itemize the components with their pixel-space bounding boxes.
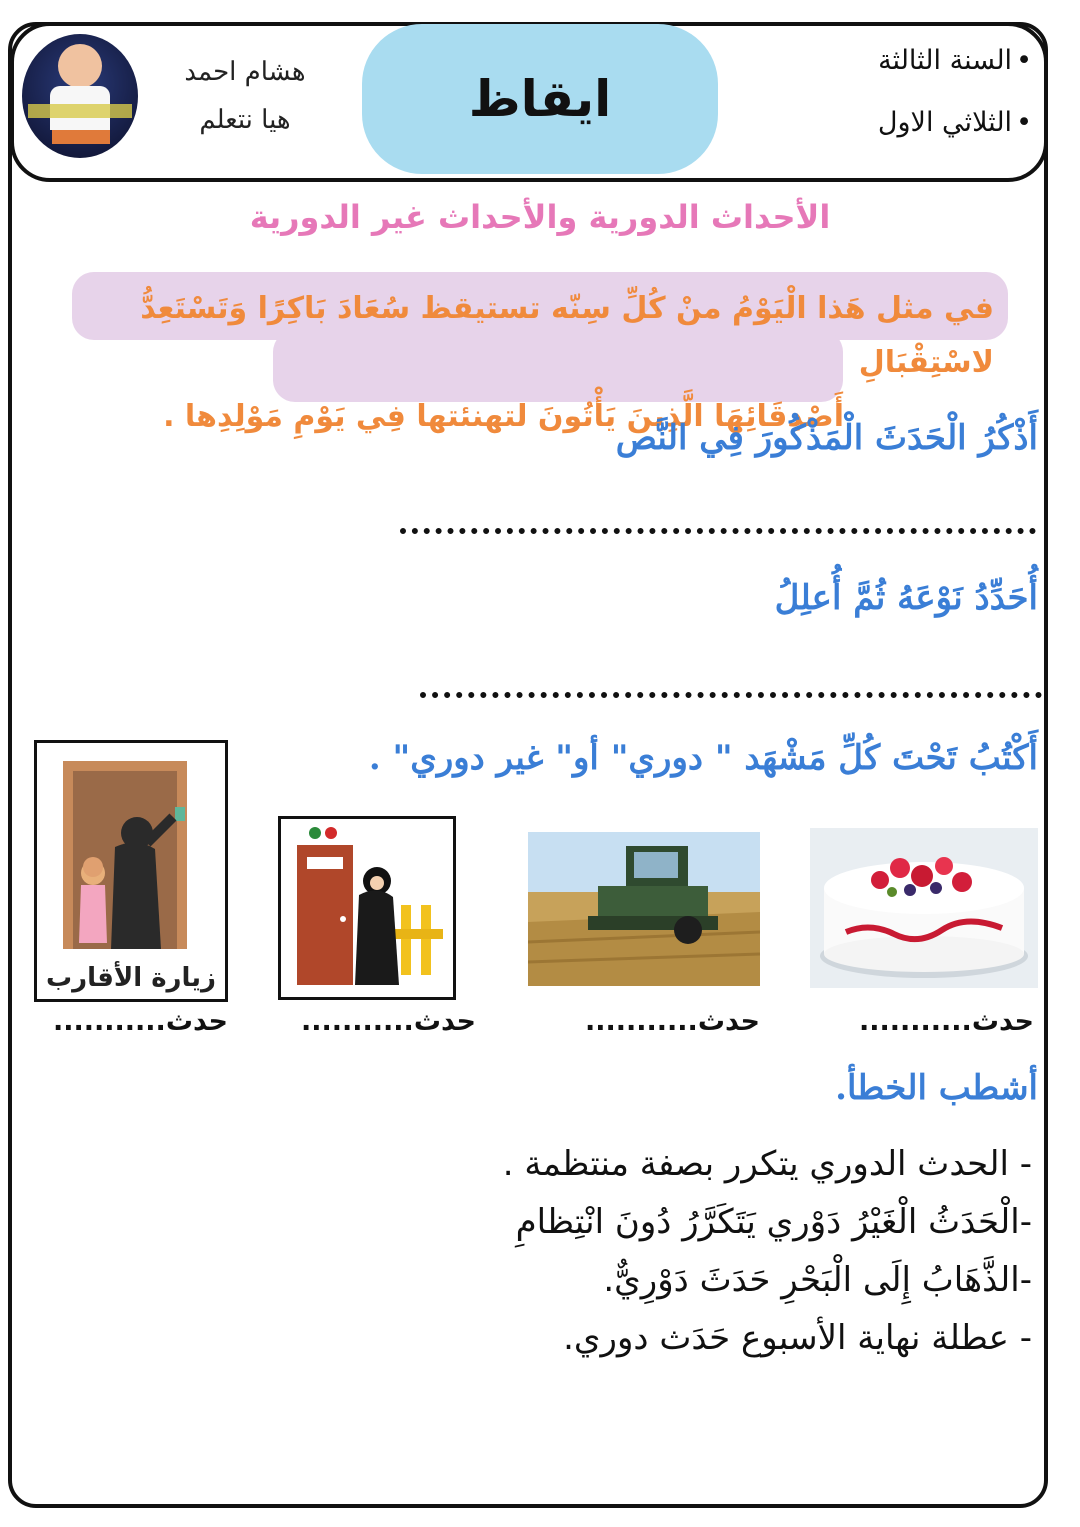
- author-name: هشام احمد: [184, 57, 306, 87]
- scene-waiting-room: [278, 816, 456, 1000]
- scene-4-caption: زيارة الأقارب: [45, 963, 216, 993]
- grade-info: [878, 30, 1032, 154]
- scene-3-answer[interactable]: [301, 1006, 476, 1037]
- question-2: أُحَدِّدُ نَوْعَهُ ثُمَّ أُعلِلُ: [774, 578, 1038, 618]
- scene-harvester: [528, 832, 760, 986]
- visiting-relatives-icon: [37, 743, 225, 953]
- author-signature: [150, 48, 340, 144]
- scene-1-label: حدث: [971, 1006, 1034, 1037]
- grade-year: • السنة الثالثة: [878, 45, 1032, 76]
- logo-books: [52, 130, 110, 144]
- worksheet-title: ايقاظ: [362, 24, 718, 174]
- lesson-subtitle: الأحداث الدورية والأحداث غير الدورية: [249, 198, 831, 236]
- scene-birthday-cake: [810, 828, 1038, 988]
- answer-line-2[interactable]: [420, 692, 1042, 698]
- question-1: أَذْكُرُ الْحَدَثَ الْمَذْكُورَ فِي النَّص: [615, 418, 1038, 458]
- scene-1-dots: ...........: [858, 1006, 972, 1037]
- logo-banner: [28, 104, 132, 118]
- reading-passage: [72, 272, 1008, 434]
- scene-1-answer[interactable]: [859, 1006, 1034, 1037]
- scene-4-dots: ...........: [52, 1006, 166, 1037]
- scene-4-label: حدث: [165, 1006, 228, 1037]
- scene-2-answer[interactable]: [585, 1006, 760, 1037]
- author-brand: هيا نتعلم: [199, 105, 291, 135]
- scene-2-dots: ...........: [584, 1006, 698, 1037]
- grade-term: • الثلاثي الاول: [878, 107, 1032, 138]
- waiting-room-icon: [281, 819, 453, 997]
- question-4: أشطب الخطأ.: [835, 1068, 1038, 1108]
- statement-3[interactable]: -الذَّهَابُ إِلَى الْبَحْرِ حَدَثَ دَوْرِيٌّ.: [603, 1260, 1032, 1300]
- author-logo: [22, 34, 138, 158]
- logo-child-face: [58, 44, 102, 88]
- statement-1[interactable]: - الحدث الدوري يتكرر بصفة منتظمة .: [502, 1144, 1032, 1184]
- question-3: أَكْتُبُ تَحْتَ كُلِّ مَشْهَد " دوري" أو" غير دوري" .: [368, 738, 1038, 778]
- scene-3-dots: ...........: [300, 1006, 414, 1037]
- harvester-icon: [528, 832, 760, 986]
- birthday-cake-icon: [810, 828, 1038, 988]
- scene-3-label: حدث: [413, 1006, 476, 1037]
- scene-4-answer[interactable]: [53, 1006, 228, 1037]
- passage-line-2: أَصْدِقَائِهَا الَّذِينَ يَأْتُونَ لتهنئتها فِي يَوْمِ مَوْلِدِها .: [163, 399, 844, 434]
- statement-4[interactable]: - عطلة نهاية الأسبوع حَدَث دوري.: [563, 1318, 1032, 1358]
- scene-2-label: حدث: [697, 1006, 760, 1037]
- scene-visiting-relatives: [34, 740, 228, 1002]
- answer-line-1[interactable]: [400, 528, 1036, 534]
- statement-2[interactable]: -الْحَدَثُ الْغَيْرُ دَوْري يَتَكَرَّرُ دُونَ انْتِظامِ: [515, 1202, 1032, 1242]
- passage-line-1: في مثل هَذا الْيَوْمُ منْ كُلِّ سِنّه تستيقظ سُعَادَ بَاكِرًا وَتَسْتَعِدُّ لاسْتِقْبَالِ: [140, 291, 994, 380]
